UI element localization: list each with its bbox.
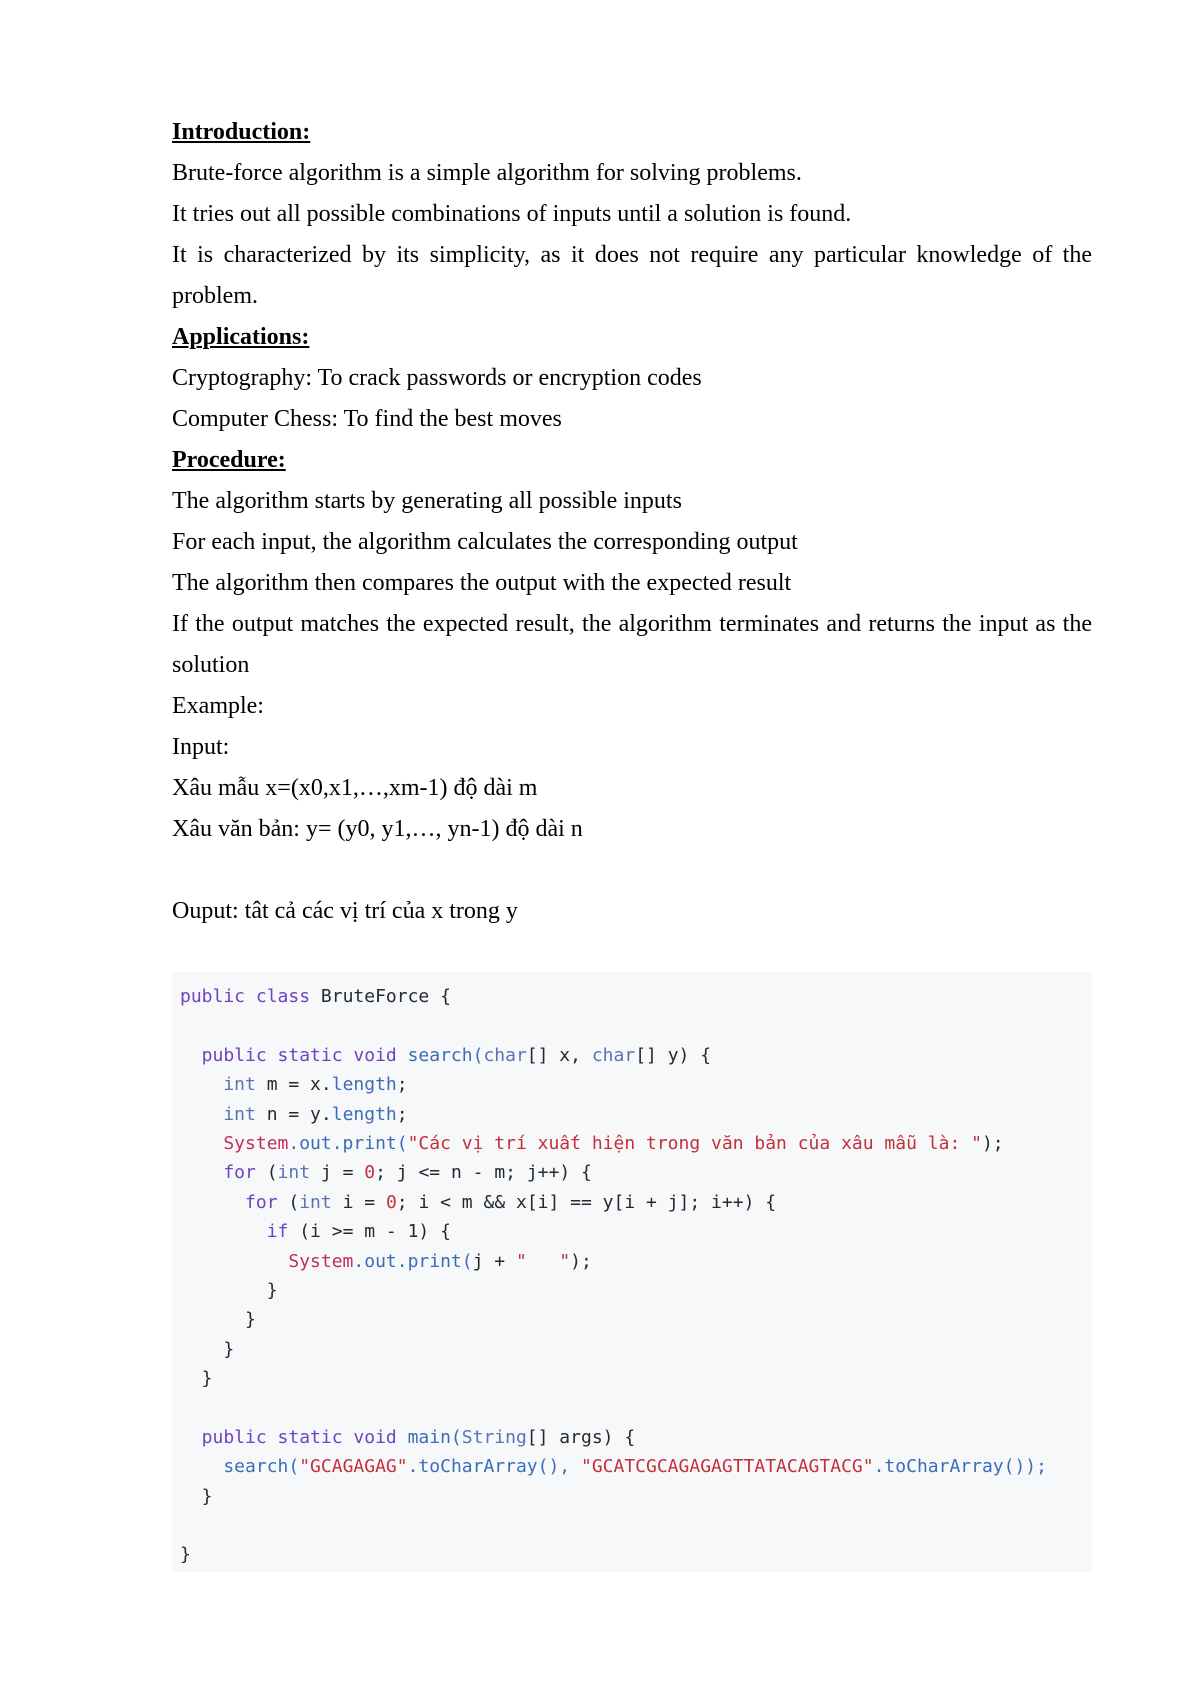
code-token: int [299, 1191, 343, 1213]
code-token: length [331, 1103, 397, 1125]
code-token: public static void [180, 1426, 408, 1448]
code-token: search( [180, 1456, 300, 1478]
code-token: .toCharArray(), [407, 1456, 581, 1478]
code-token: m = x. [266, 1074, 332, 1096]
code-line [180, 1011, 1047, 1040]
code-token: public class [180, 986, 321, 1007]
code-line [180, 1305, 1047, 1334]
text-line: If the output matches the expected result, the algorithm terminates and returns the input as the solution [172, 611, 1092, 678]
code-token: public static void [180, 1044, 408, 1066]
text-line: Ouput: tât cả các vị trí của x trong y [172, 898, 518, 924]
text-line: Computer Chess: To find the best moves [172, 406, 562, 432]
section-heading: Introduction: [172, 119, 311, 145]
code-token: .toCharArray()); [873, 1456, 1047, 1478]
code-line [180, 1364, 1047, 1393]
code-token: j = [320, 1162, 365, 1184]
text-line: Example: [172, 693, 264, 719]
code-token: .out.print( [353, 1250, 473, 1272]
code-token: char [483, 1044, 527, 1066]
code-line [180, 1423, 1047, 1452]
code-token: "Các vị trí xuất hiện trong văn bản của xâu mẫu là: " [407, 1132, 982, 1154]
code-content [180, 982, 1047, 1570]
code-token: ; [396, 1103, 408, 1125]
code-token: } [180, 1309, 256, 1331]
text-line: Xâu mẫu x=(x0,x1,…,xm-1) độ dài m [172, 775, 538, 801]
code-token: 0 [364, 1162, 376, 1184]
section-heading: Applications: [172, 324, 310, 350]
text-line: The algorithm starts by generating all possible inputs [172, 488, 682, 514]
text-line: Input: [172, 734, 230, 760]
code-line [180, 1158, 1047, 1187]
code-token: int [180, 1074, 267, 1096]
code-token: System [180, 1132, 289, 1154]
code-token: "GCAGAGAG" [299, 1456, 408, 1478]
code-line [180, 1482, 1047, 1511]
code-line [180, 1070, 1047, 1099]
code-block [172, 972, 1092, 1572]
code-token: String [461, 1426, 527, 1448]
code-token: for [180, 1162, 267, 1184]
code-token: (i >= m - 1) { [299, 1221, 451, 1243]
code-line [180, 1540, 1047, 1569]
code-token: ); [570, 1250, 592, 1272]
code-token: main( [407, 1426, 462, 1448]
code-line [180, 1188, 1047, 1217]
text-line: The algorithm then compares the output with the expected result [172, 570, 792, 596]
code-token: } [180, 1368, 213, 1390]
text-line: Cryptography: To crack passwords or encryption codes [172, 365, 702, 391]
code-token: int [180, 1103, 267, 1125]
text-line: It is characterized by its simplicity, as it does not require any particular knowledge of the problem. [172, 242, 1092, 309]
section-heading: Procedure: [172, 447, 286, 473]
code-token: " " [515, 1250, 571, 1272]
code-token: char [591, 1044, 636, 1066]
code-token: 0 [385, 1191, 397, 1213]
code-token: System [180, 1250, 354, 1272]
code-line [180, 982, 1047, 1011]
code-token: i = [342, 1191, 386, 1213]
code-token: [] args) { [526, 1426, 636, 1448]
code-token: for [180, 1191, 289, 1213]
code-line [180, 1393, 1047, 1422]
text-line: Brute-force algorithm is a simple algorithm for solving problems. [172, 160, 802, 186]
code-token: ( [288, 1191, 300, 1213]
code-token: } [180, 1544, 191, 1566]
code-token: [] x, [526, 1044, 592, 1066]
code-line [180, 1247, 1047, 1276]
code-token: [] y) { [635, 1044, 712, 1066]
code-line [180, 1511, 1047, 1540]
code-token: ; j <= n - m; j++) { [375, 1162, 592, 1184]
code-token: .out.print( [288, 1132, 408, 1154]
code-line [180, 1452, 1047, 1481]
code-line [180, 1100, 1047, 1129]
code-line [180, 1335, 1047, 1364]
code-token: int [277, 1162, 321, 1184]
code-token: if [180, 1221, 300, 1243]
code-line [180, 1276, 1047, 1305]
code-token: ; i < m && x[i] == y[i + j]; i++) { [396, 1191, 777, 1213]
code-token: } [180, 1279, 278, 1301]
text-line: For each input, the algorithm calculates the corresponding output [172, 529, 798, 555]
code-line [180, 1217, 1047, 1246]
code-line [180, 1129, 1047, 1158]
code-token: } [180, 1485, 213, 1507]
code-token: } [180, 1338, 235, 1360]
text-line: It tries out all possible combinations of inputs until a solution is found. [172, 201, 852, 227]
code-token: n = y. [266, 1103, 332, 1125]
code-token: j + [472, 1250, 516, 1272]
code-line [180, 1041, 1047, 1070]
text-line: Xâu văn bản: y= (y0, y1,…, yn-1) độ dài n [172, 816, 583, 842]
document-body [172, 112, 1092, 932]
code-token: BruteForce { [320, 986, 451, 1007]
code-token: ; [396, 1074, 408, 1096]
code-token: "GCATCGCAGAGAGTTATACAGTACG" [580, 1456, 874, 1478]
code-token: ); [981, 1132, 1004, 1154]
blank-line [172, 850, 1092, 891]
code-token: search( [407, 1044, 484, 1066]
code-token: ( [266, 1162, 278, 1184]
code-token: length [331, 1074, 397, 1096]
